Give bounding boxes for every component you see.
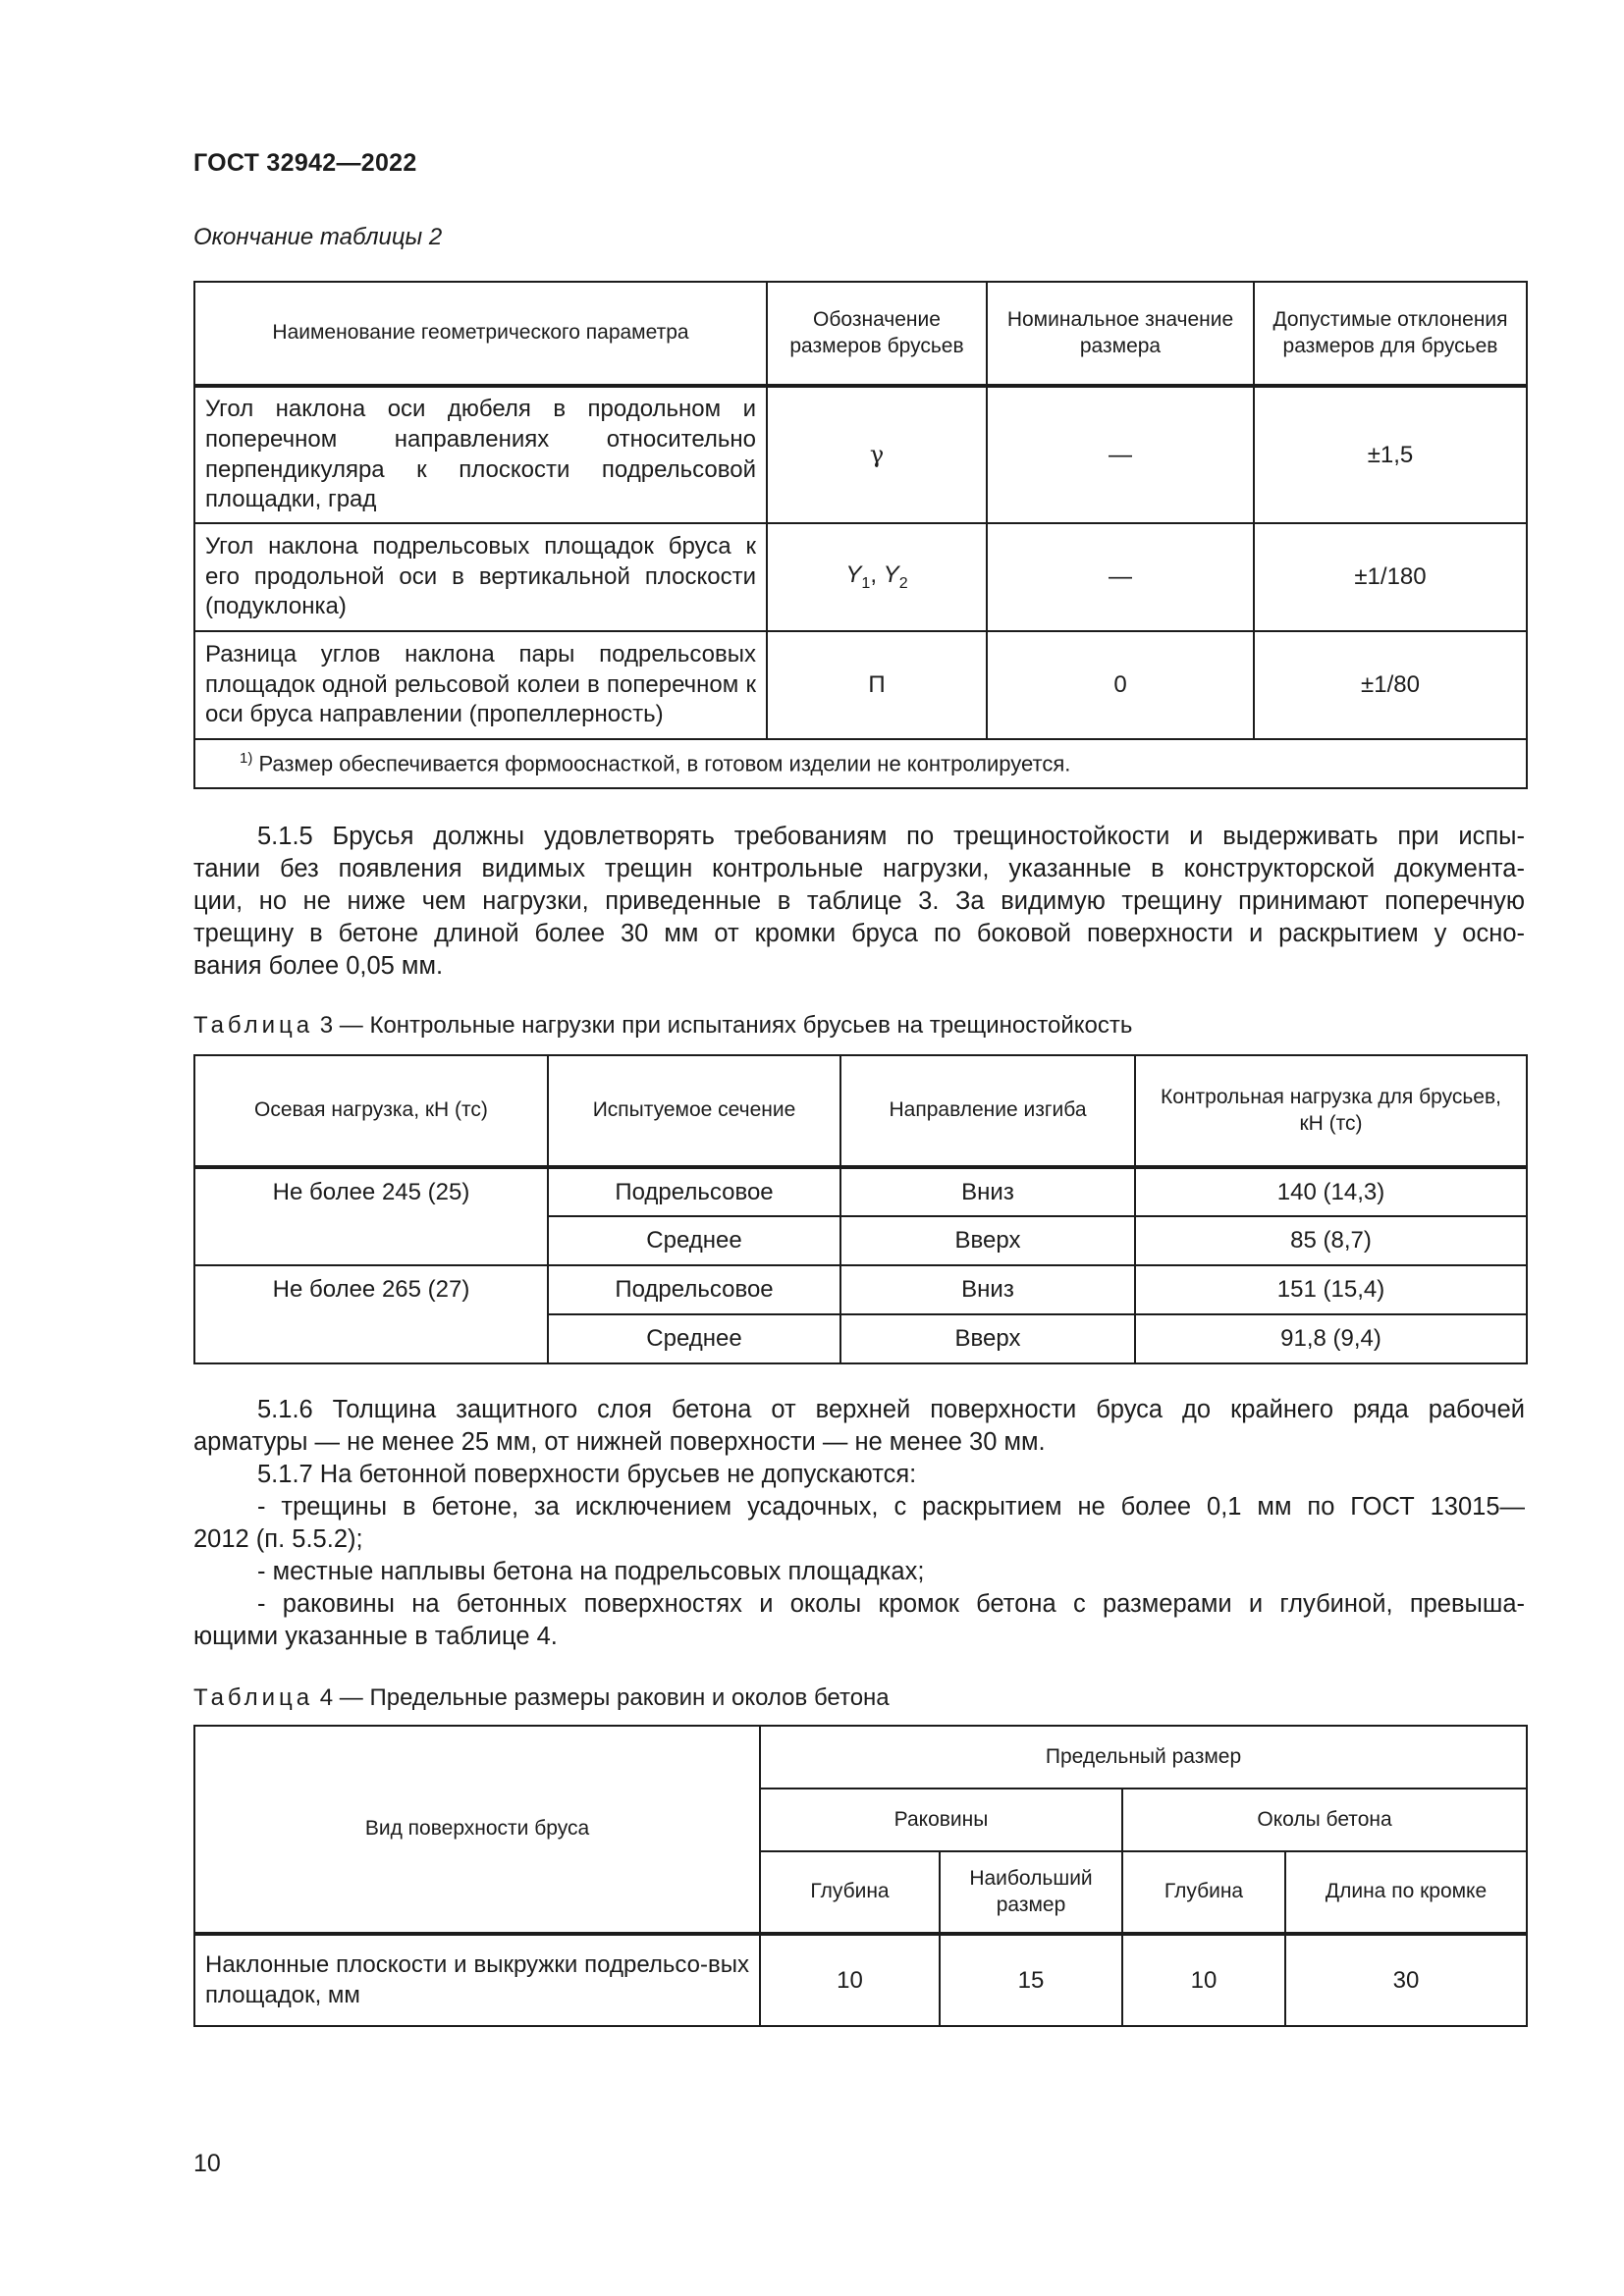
text-line: 5.1.7 На бетонной поверхности брусьев не допускаются: xyxy=(257,1461,917,1488)
text-line: 2012 (п. 5.5.2); xyxy=(193,1525,363,1553)
table3-direction: Вниз xyxy=(840,1167,1135,1216)
table4-depth-chips: 10 xyxy=(1122,1934,1285,2026)
table2-tolerance: ±1/80 xyxy=(1254,631,1527,739)
text-line: трещину в бетоне длиной более 30 мм от кромки бруса по боковой поверхности и раскрытием у осно- xyxy=(193,920,1525,947)
table3-section: Среднее xyxy=(548,1314,840,1363)
table2-header-tolerance: Допустимые отклонения размеров для брусьев xyxy=(1254,282,1527,386)
table2-footnote-row xyxy=(194,739,1527,788)
paragraph-5-1-6 xyxy=(193,1394,1525,1459)
table4-caption: Таблица 4 — Предельные размеры раковин и околов бетона xyxy=(193,1684,890,1711)
table-row xyxy=(194,386,1527,523)
table3-caption: Таблица 3 — Контрольные нагрузки при испытаниях брусьев на трещиностойкость xyxy=(193,1012,1133,1039)
table3-section: Подрельсовое xyxy=(548,1167,840,1216)
list-item: - раковины на бетонных поверхностях и околы кромок бетона с размерами и глубиной, превыша- xyxy=(257,1590,1525,1618)
table2 xyxy=(193,281,1528,789)
table2-symbol: П xyxy=(767,631,987,739)
table4-header-surface: Вид поверхности бруса xyxy=(194,1726,760,1934)
table-row xyxy=(194,1167,1527,1216)
table4-max-size: 15 xyxy=(940,1934,1122,2026)
table2-symbol: $Y_1$, $Y_2$ xyxy=(767,523,987,631)
text-line: 5.1.6 Толщина защитного слоя бетона от верхней поверхности бруса до крайнего ряда рабочей xyxy=(257,1396,1525,1423)
table2-nominal: — xyxy=(987,523,1254,631)
table2-caption: Окончание таблицы 2 xyxy=(193,224,443,250)
table2-header-row xyxy=(194,282,1527,386)
paragraph-5-1-7 xyxy=(193,1459,1525,1653)
table4-header-cavities: Раковины xyxy=(760,1789,1122,1851)
table3-direction: Вниз xyxy=(840,1265,1135,1314)
table4-surface: Наклонные плоскости и выкружки подрельсо-вых площадок, мм xyxy=(194,1934,760,2026)
table4-header-max-size: Наибольший размер xyxy=(940,1851,1122,1934)
table4-edge-length: 30 xyxy=(1285,1934,1527,2026)
table4-header-chips: Околы бетона xyxy=(1122,1789,1527,1851)
table-row xyxy=(194,1934,1527,2026)
table2-footnote: $^{1)}$ Размер обеспечивается формооснасткой, в готовом изделии не контролируется. xyxy=(194,739,1527,788)
text-line: арматуры — не менее 25 мм, от нижней поверхности — не менее 30 мм. xyxy=(193,1428,1046,1456)
table3-value: 91,8 (9,4) xyxy=(1135,1314,1527,1363)
table2-header-nominal: Номинальное значение размера xyxy=(987,282,1254,386)
table3-value: 85 (8,7) xyxy=(1135,1216,1527,1265)
page-header-standard: ГОСТ 32942—2022 xyxy=(193,149,417,177)
table3-axial-load: Не более 245 (25) xyxy=(194,1167,548,1265)
table2-header-symbol: Обозначение размеров брусьев xyxy=(767,282,987,386)
table3-value: 140 (14,3) xyxy=(1135,1167,1527,1216)
text-line: 5.1.5 Брусья должны удовлетворять требованиям по трещиностойкости и выдерживать при испы- xyxy=(257,823,1525,850)
table2-symbol: γ xyxy=(767,386,987,523)
table3-header-section: Испытуемое сечение xyxy=(548,1055,840,1167)
table-row xyxy=(194,631,1527,739)
text-line: ющими указанные в таблице 4. xyxy=(193,1623,558,1650)
table3-header-load: Осевая нагрузка, кН (тс) xyxy=(194,1055,548,1167)
table3-section: Подрельсовое xyxy=(548,1265,840,1314)
table4-header-edge-length: Длина по кромке xyxy=(1285,1851,1527,1934)
table4 xyxy=(193,1725,1528,2027)
table-row xyxy=(194,523,1527,631)
table4-header-row xyxy=(194,1726,1527,1789)
table3-header-direction: Направление изгиба xyxy=(840,1055,1135,1167)
table3-header-control-load: Контрольная нагрузка для брусьев, кН (тс) xyxy=(1135,1055,1527,1167)
table3-header-row xyxy=(194,1055,1527,1167)
list-item: - трещины в бетоне, за исключением усадочных, с раскрытием не более 0,1 мм по ГОСТ 13015— xyxy=(257,1493,1525,1521)
text-line: тании без появления видимых трещин контрольные нагрузки, указанные в конструкторской документа- xyxy=(193,855,1525,882)
table4-header-depth-chips: Глубина xyxy=(1122,1851,1285,1934)
table2-param-name: Угол наклона подрельсовых площадок бруса к его продольной оси в вертикальной плоскости (подуклонка) xyxy=(194,523,767,631)
list-item: - местные наплывы бетона на подрельсовых площадках; xyxy=(257,1558,925,1585)
table4-header-depth-cavities: Глубина xyxy=(760,1851,940,1934)
table2-param-name: Угол наклона оси дюбеля в продольном и поперечном направлениях относительно перпендикуляра к плоскости подрельсовой площадки, град xyxy=(194,386,767,523)
table3 xyxy=(193,1054,1528,1364)
text-line: ции, но не ниже чем нагрузки, приведенные в таблице 3. За видимую трещину принимают поперечную xyxy=(193,887,1525,915)
table2-nominal: 0 xyxy=(987,631,1254,739)
table2-tolerance: ±1/180 xyxy=(1254,523,1527,631)
table3-section: Среднее xyxy=(548,1216,840,1265)
table3-direction: Вверх xyxy=(840,1314,1135,1363)
table2-tolerance: ±1,5 xyxy=(1254,386,1527,523)
table2-param-name: Разница углов наклона пары подрельсовых площадок одной рельсовой колеи в поперечном к оси бруса направлении (пропеллерность) xyxy=(194,631,767,739)
table3-axial-load: Не более 265 (27) xyxy=(194,1265,548,1363)
table4-depth-cavities: 10 xyxy=(760,1934,940,2026)
table3-direction: Вверх xyxy=(840,1216,1135,1265)
page-number: 10 xyxy=(193,2150,221,2177)
table-row xyxy=(194,1265,1527,1314)
paragraph-5-1-5 xyxy=(193,821,1525,983)
table3-value: 151 (15,4) xyxy=(1135,1265,1527,1314)
table2-nominal: — xyxy=(987,386,1254,523)
text-line: вания более 0,05 мм. xyxy=(193,952,444,980)
table4-header-limit: Предельный размер xyxy=(760,1726,1527,1789)
table2-header-param: Наименование геометрического параметра xyxy=(194,282,767,386)
